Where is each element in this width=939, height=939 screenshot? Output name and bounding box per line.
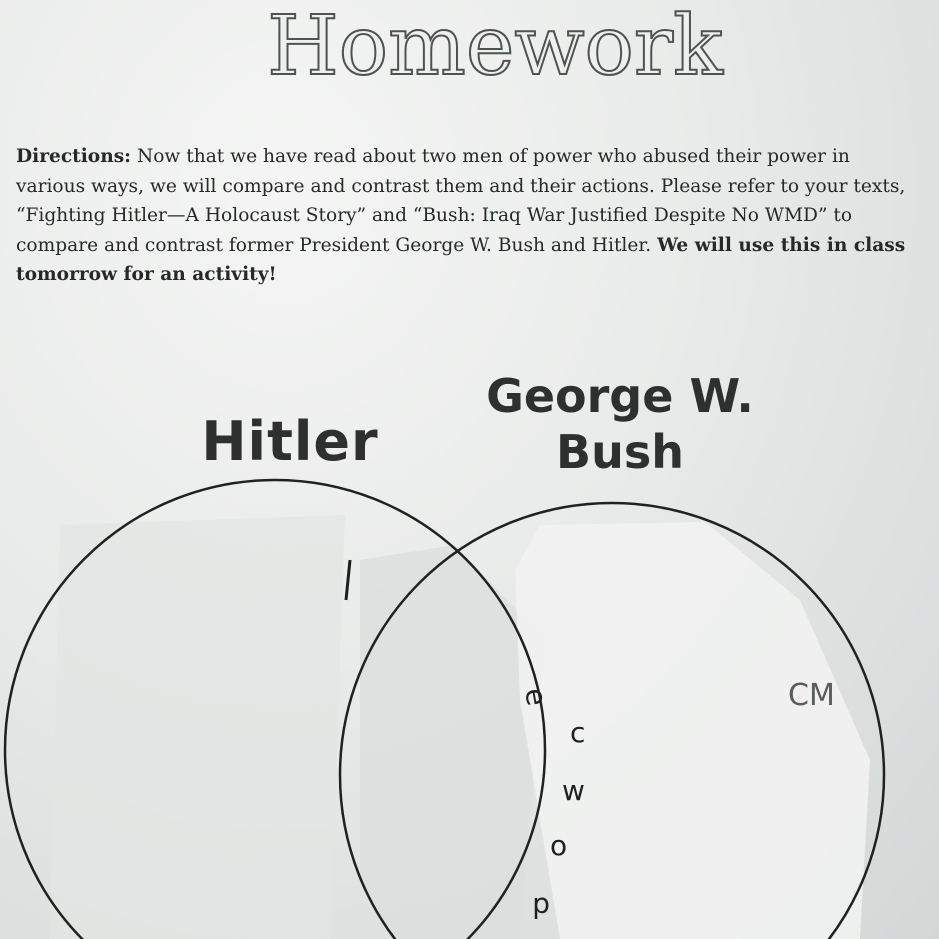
- handwriting-right: CM: [788, 678, 835, 713]
- label-hitler: Hitler: [201, 410, 379, 473]
- handwritten-letter-e: e: [518, 685, 554, 709]
- directions-label: Directions:: [16, 146, 132, 167]
- label-bush-line2: Bush: [556, 425, 684, 479]
- handwritten-mark: [346, 560, 350, 600]
- tape-patch-left: [50, 515, 345, 939]
- handwritten-letter-w: w: [562, 774, 585, 807]
- directions-text: Now that we have read about two men of power who abused their power in various ways, we will compare and contrast them and their actions. Please refer to your texts, “Fighting Hitler—A Holocaust Story” and “Bush: Iraq War Justified Despite No WMD” to compare and contrast former President George W. Bush and Hitler.: [16, 146, 906, 256]
- directions-closing: We will use this in class tomorrow for an activity!: [16, 234, 906, 285]
- handwritten-letter-d: d: [532, 891, 550, 924]
- tape-patch-right: [515, 522, 870, 939]
- handwritten-letter-c: c: [570, 716, 586, 749]
- label-bush: [455, 368, 785, 480]
- page-title: Homework: [267, 0, 723, 94]
- label-bush-line1: George W.: [486, 369, 754, 423]
- handwritten-letter-o: o: [550, 829, 568, 862]
